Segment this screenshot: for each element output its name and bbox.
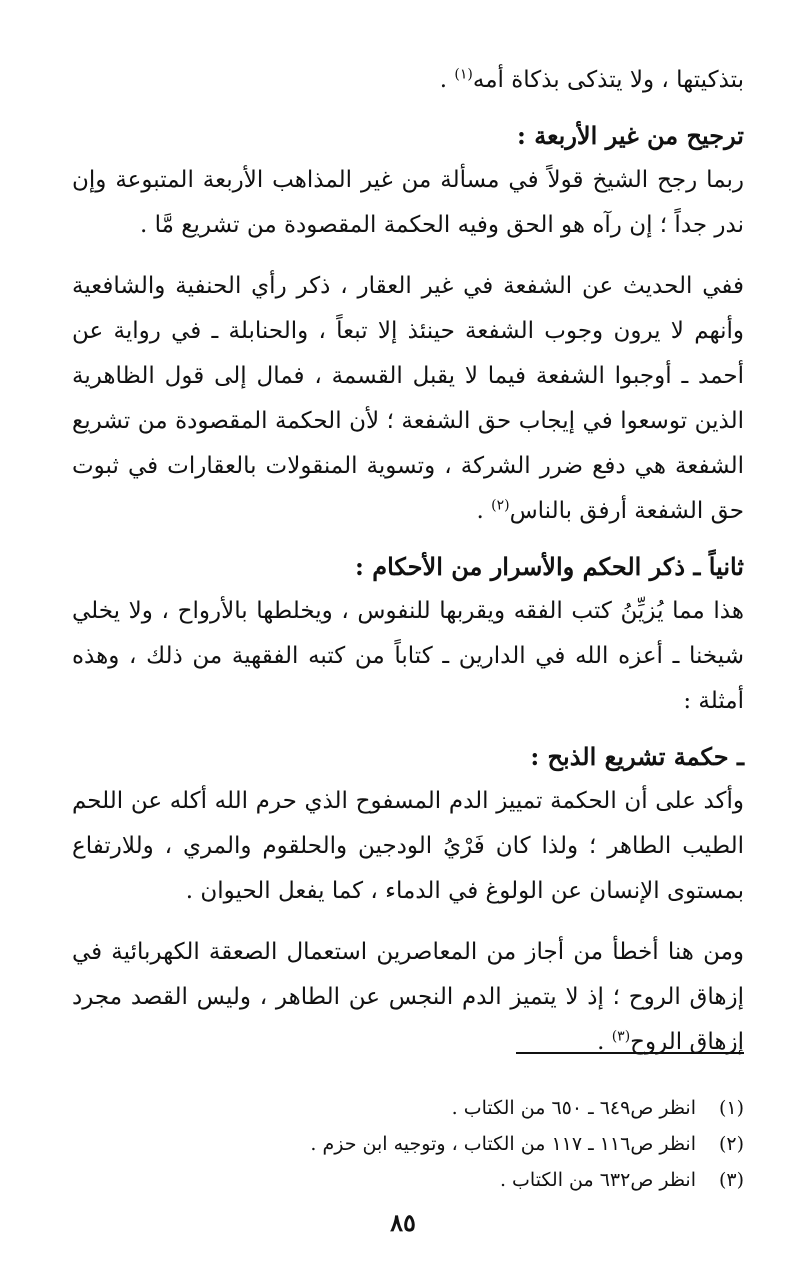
footnote-1 [72, 1090, 744, 1126]
footnote-2 [72, 1126, 744, 1162]
section-heading-hikam: ثانياً ـ ذكر الحكم والأسرار من الأحكام : [355, 552, 744, 581]
continuation-paragraph [72, 58, 744, 103]
footnotes [72, 1090, 744, 1198]
paragraph-hikam-intro: هذا مما يُزيِّنُ كتب الفقه ويقربها للنفوس ، ويخلطها بالأرواح ، ولا يخلي شيخنا ـ أعزه الله في الدارين ـ كتاباً من كتبه الفقهية من ذلك ، وهذه أمثلة : [72, 598, 744, 714]
footnote-number: (٢) [718, 1133, 744, 1155]
footnote-text: انظر ص٦٤٩ ـ ٦٥٠ من الكتاب . [451, 1097, 696, 1119]
paragraph-shufa-text: ففي الحديث عن الشفعة في غير العقار ، ذكر رأي الحنفية والشافعية وأنهم لا يرون وجوب الشفعة حينئذ إلا تبعاً ، والحنابلة ـ في رواية عن أحمد ـ أوجبوا الشفعة فيما لا يقبل القسمة ، فمال إلى قول الظاهرية الذين توسعوا في إيجاب حق الشفعة ؛ لأن الحكمة المقصودة من تشريع الشفعة هي دفع ضرر الشركة ، وتسوية المنقولات بالعقارات في ثبوت حق الشفعة أرفق بالناس [72, 273, 744, 524]
section-heading-dhabh: ـ حكمة تشريع الذبح : [530, 742, 744, 771]
paragraph-tarjih-intro: ربما رجح الشيخ قولاً في مسألة من غير المذاهب الأربعة المتبوعة وإن ندر جداً ؛ إن رآه هو الحق وفيه الحكمة المقصودة من تشريع مَّا . [72, 167, 744, 238]
continuation-text: بتذكيتها ، ولا يتذكى بذكاة أمه [472, 67, 744, 93]
paragraph-electric-stun-text: ومن هنا أخطأ من أجاز من المعاصرين استعمال الصعقة الكهربائية في إزهاق الروح ؛ إذ لا يتميز الدم النجس عن الطاهر ، وليس القصد مجرد إزهاق الروح [72, 939, 744, 1055]
footnote-ref-1[interactable]: (١) [454, 66, 473, 83]
paragraph-shufa-end: . [476, 498, 492, 524]
paragraph-shufa [72, 264, 744, 534]
paragraph-electric-stun [72, 930, 744, 1065]
footnote-ref-2[interactable]: (٢) [491, 497, 510, 514]
footnote-3 [72, 1162, 744, 1198]
footnote-divider [516, 1052, 744, 1054]
paragraph-electric-stun-end: . [597, 1029, 612, 1055]
footnote-number: (١) [718, 1097, 744, 1119]
continuation-end: . [439, 67, 455, 93]
paragraph-dhabh: وأكد على أن الحكمة تمييز الدم المسفوح الذي حرم الله أكله عن اللحم الطيب الطاهر ؛ ولذا كان فَرْيُ الودجين والحلقوم والمري ، وللارتفاع بمستوى الإنسان عن الولوغ في الدماء ، كما يفعل الحيوان . [72, 788, 744, 904]
footnote-number: (٣) [718, 1169, 744, 1191]
footnote-text: انظر ص٦٣٢ من الكتاب . [499, 1169, 696, 1191]
page-number: ٨٥ [390, 1208, 416, 1237]
footnote-ref-3[interactable]: (٣) [611, 1028, 631, 1045]
section-heading-tarjih: ترجيح من غير الأربعة : [516, 121, 744, 150]
footnote-text: انظر ص١١٦ ـ ١١٧ من الكتاب ، وتوجيه ابن حزم . [310, 1133, 696, 1155]
